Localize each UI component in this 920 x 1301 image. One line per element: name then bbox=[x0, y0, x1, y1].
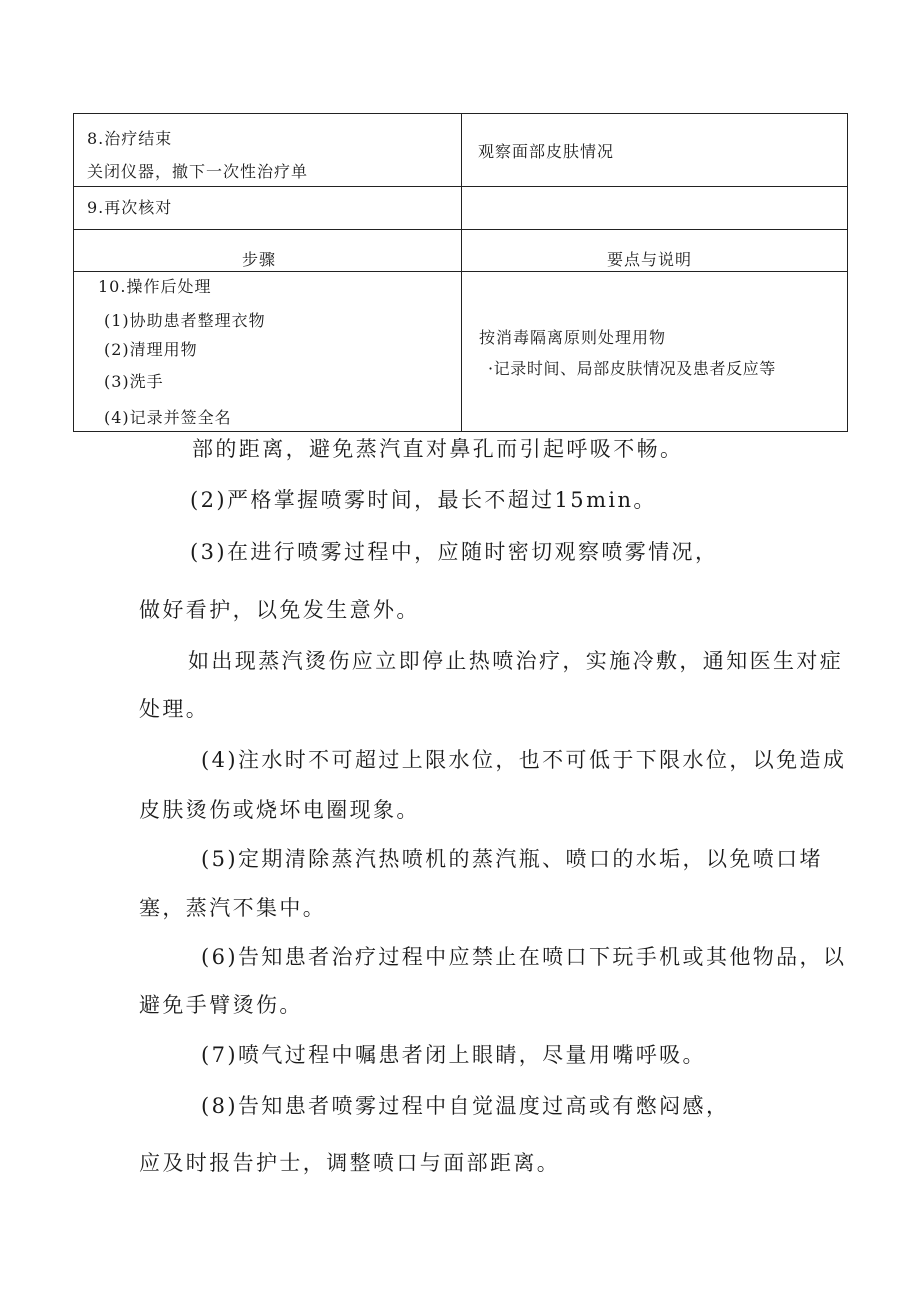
paragraph-line: 如出现蒸汽烫伤应立即停止热喷治疗，实施冷敷，通知医生对症 bbox=[188, 649, 844, 673]
step-9-title: 9.再次核对 bbox=[87, 198, 173, 217]
step-10-sub-4: (4)记录并签全名 bbox=[104, 408, 232, 427]
step-10-note-2: ·记录时间、局部皮肤情况及患者反应等 bbox=[488, 359, 776, 378]
step-10-sub-2: (2)清理用物 bbox=[104, 340, 198, 359]
step-8-title: 8.治疗结束 bbox=[87, 129, 173, 148]
paragraph-line: (3)在进行喷雾过程中，应随时密切观察喷雾情况， bbox=[190, 540, 719, 564]
procedure-table bbox=[73, 113, 848, 432]
step-8-note: 观察面部皮肤情况 bbox=[478, 142, 615, 161]
paragraph-line: 皮肤烫伤或烧坏电圈现象。 bbox=[139, 798, 420, 822]
header-step: 步骤 bbox=[242, 250, 277, 269]
paragraph-line: (2)严格掌握喷雾时间，最长不超过15min。 bbox=[190, 488, 657, 512]
paragraph-line: 做好看护，以免发生意外。 bbox=[139, 598, 420, 622]
table-column-divider bbox=[461, 114, 462, 431]
step-10-sub-1: (1)协助患者整理衣物 bbox=[104, 311, 266, 330]
paragraph-line: (4)注水时不可超过上限水位，也不可低于下限水位，以免造成 bbox=[201, 748, 847, 772]
step-10-sub-3: (3)洗手 bbox=[104, 372, 164, 391]
paragraph-line: 处理。 bbox=[139, 697, 210, 721]
paragraph-line: 避免手臂烫伤。 bbox=[139, 993, 303, 1017]
paragraph-line: (5)定期清除蒸汽热喷机的蒸汽瓶、喷口的水垢，以免喷口堵 bbox=[201, 847, 823, 871]
paragraph-line: (7)喷气过程中嘱患者闭上眼睛，尽量用嘴呼吸。 bbox=[201, 1043, 706, 1067]
paragraph-line: 塞，蒸汽不集中。 bbox=[139, 896, 327, 920]
paragraph-line: 部的距离，避免蒸汽直对鼻孔而引起呼吸不畅。 bbox=[192, 437, 684, 461]
paragraph-line: 应及时报告护士，调整喷口与面部距离。 bbox=[139, 1151, 561, 1175]
step-10-note-1: 按消毒隔离原则处理用物 bbox=[479, 328, 667, 347]
paragraph-line: (6)告知患者治疗过程中应禁止在喷口下玩手机或其他物品，以 bbox=[201, 945, 847, 969]
paragraph-line: (8)告知患者喷雾过程中自觉温度过高或有憋闷感， bbox=[201, 1094, 730, 1118]
header-note: 要点与说明 bbox=[607, 250, 693, 269]
step-10-title: 10.操作后处理 bbox=[98, 277, 212, 296]
step-8-detail: 关闭仪器，撤下一次性治疗单 bbox=[87, 162, 309, 181]
